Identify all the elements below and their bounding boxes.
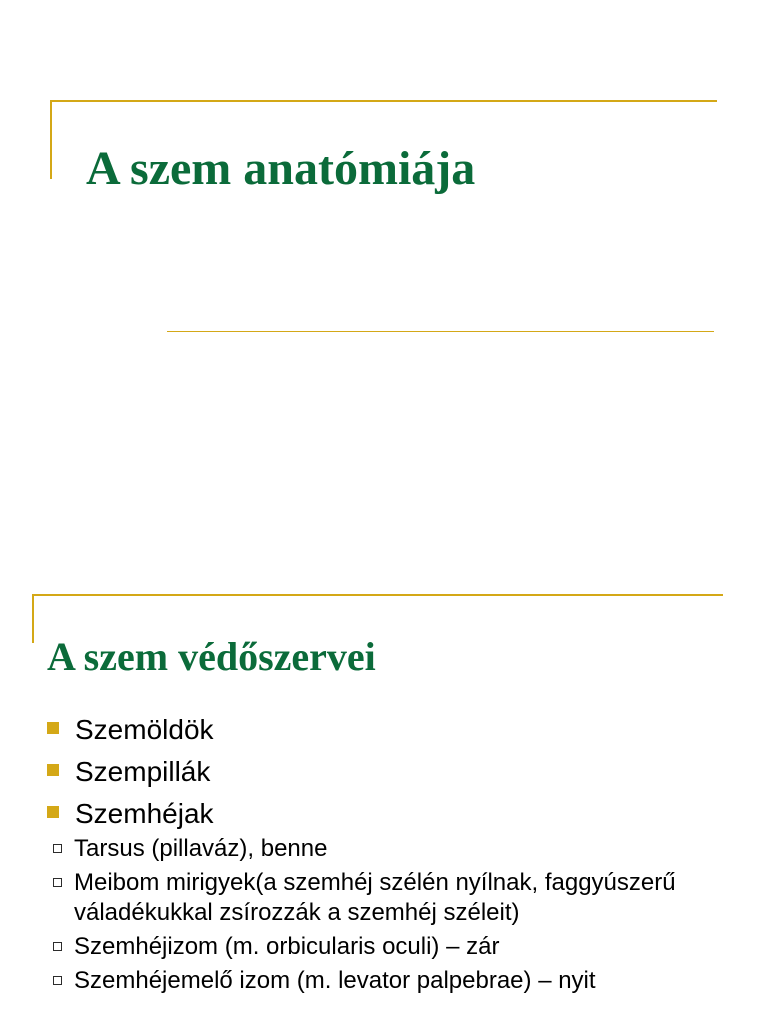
gold-square-bullet-icon <box>47 764 59 776</box>
sub-bullet-list <box>75 834 737 996</box>
hollow-square-bullet-icon <box>53 942 62 951</box>
left-gold-rule <box>32 594 34 643</box>
gold-square-bullet-icon <box>47 722 59 734</box>
left-gold-rule <box>50 100 52 179</box>
content-slide <box>0 576 768 1024</box>
sub-bullet-item <box>47 932 737 962</box>
sub-bullet-label: Szemhéjizom (m. orbicularis oculi) – zár <box>74 933 500 960</box>
sub-bullet-label: Szemhéjemelő izom (m. levator palpebrae) – nyit <box>74 967 596 994</box>
slide-title: A szem védőszervei <box>47 634 376 679</box>
top-gold-rule <box>32 594 723 596</box>
hollow-square-bullet-icon <box>53 844 62 853</box>
sub-bullet-label: Meibom mirigyek(a szemhéj szélén nyílnak, faggyúszerű váladékukkal zsírozzák a szemhéj széleit) <box>74 869 676 926</box>
top-gold-rule <box>50 100 717 102</box>
bullet-item-szemoldok <box>47 714 737 746</box>
bullet-label: Szempillák <box>75 756 211 787</box>
page-title: A szem anatómiája <box>86 142 476 195</box>
subtitle-gold-rule <box>167 331 714 332</box>
bullet-item-szemhejak <box>47 798 737 996</box>
gold-square-bullet-icon <box>47 806 59 818</box>
sub-bullet-item <box>47 834 737 864</box>
sub-bullet-item <box>47 868 737 928</box>
bullet-item-szempillak <box>47 756 737 788</box>
sub-bullet-item <box>47 966 737 996</box>
bullet-list <box>47 714 737 1006</box>
hollow-square-bullet-icon <box>53 976 62 985</box>
hollow-square-bullet-icon <box>53 878 62 887</box>
sub-bullet-label: Tarsus (pillaváz), benne <box>74 835 328 862</box>
bullet-label: Szemöldök <box>75 714 214 745</box>
bullet-label: Szemhéjak <box>75 798 214 829</box>
